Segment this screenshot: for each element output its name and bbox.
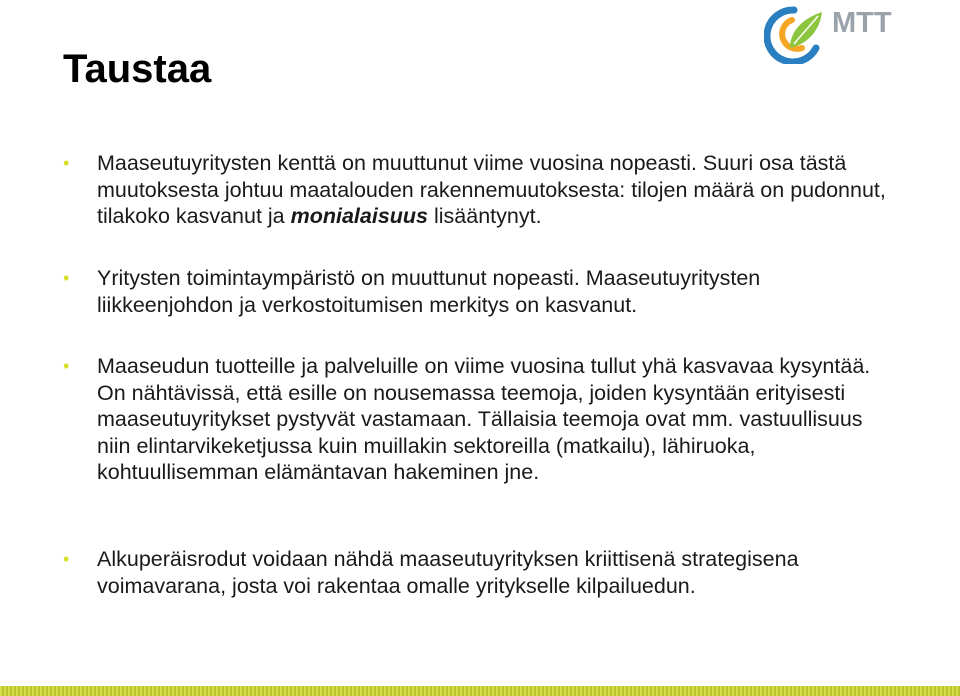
bullet-dot-icon: • [63,153,70,173]
slide-title: Taustaa [63,47,212,91]
bullet-text-1a: Maaseutuyritysten kenttä on muuttunut viime vuosina nopeasti. Suuri osa tästä muutoksesta johtuu maatalouden rakennemuutoksesta: tilojen määrä on pudonnut, tilakoko kasvanut ja [97,151,886,228]
bullet-item-4 [63,546,897,599]
bullet-item-1 [63,150,897,230]
bullet-text-1b: lisääntynyt. [428,204,542,228]
bullet-text-1-emphasis: monialaisuus [290,204,429,228]
bullet-text-3: Maaseudun tuotteille ja palveluille on viime vuosina tullut yhä kasvavaa kysyntää. On nähtävissä, että esille on nousemassa teemoja, joiden kysyntään erityisesti maaseutuyritykset pystyvät vastamaan. Tällaisia teemoja ovat mm. vastuullisuus niin elintarvikeketjussa kuin muillakin sektoreilla (matkailu), lähiruoka, kohtuullisemman elämäntavan hakeminen jne. [97,354,871,484]
mtt-logo-text: MTT [832,7,892,39]
bullet-dot-icon: • [63,549,70,569]
bullet-item-2 [63,265,897,318]
bullet-text-2: Yritysten toimintaympäristö on muuttunut nopeasti. Maaseutuyritysten liikkeenjohdon ja verkostoitumisen merkitys on kasvanut. [97,266,761,317]
mtt-logo [764,2,924,64]
bullet-dot-icon: • [63,356,70,376]
bullet-item-3 [63,353,897,486]
footer-bar [0,686,960,696]
bullet-dot-icon: • [63,268,70,288]
bullet-text-4: Alkuperäisrodut voidaan nähdä maaseutuyrityksen kriittisenä strategisena voimavarana, josta voi rakentaa omalle yritykselle kilpailuedun. [97,547,799,598]
